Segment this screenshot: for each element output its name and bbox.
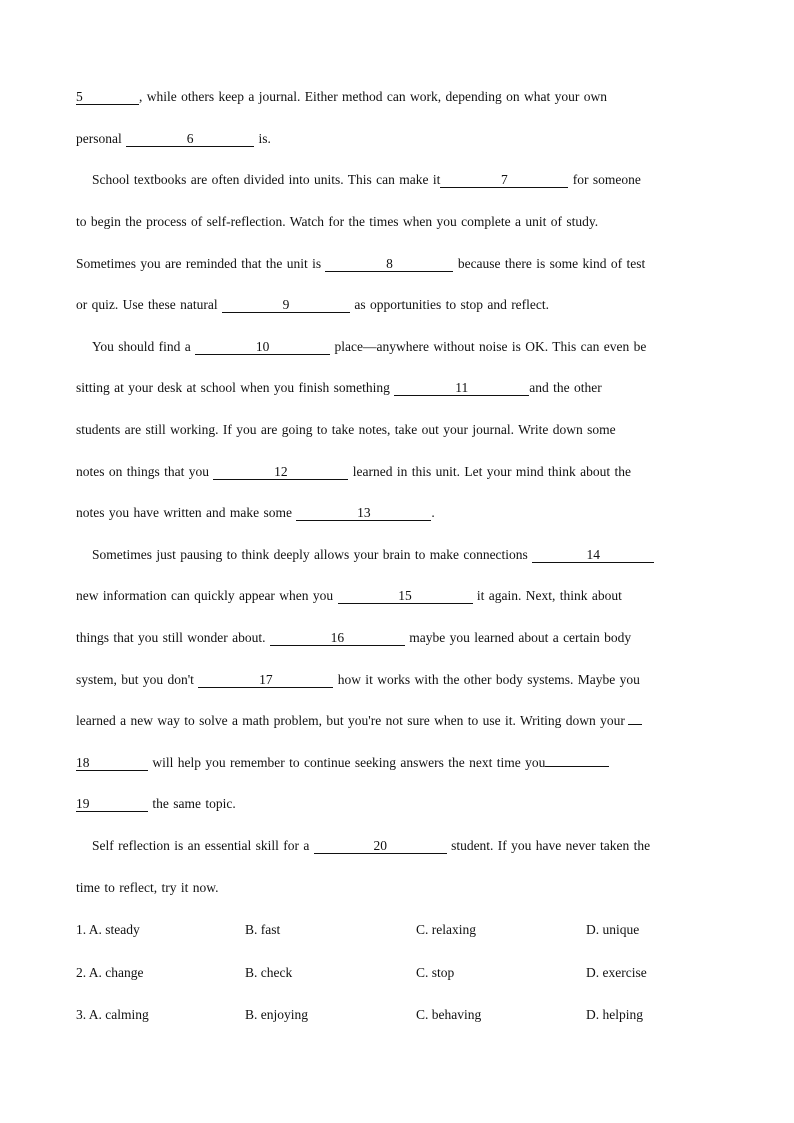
blank-20[interactable]: 20 — [314, 839, 447, 854]
passage-text: as opportunities to stop and reflect. — [349, 297, 550, 312]
passage-line — [76, 795, 721, 813]
blank-17[interactable]: 17 — [198, 673, 333, 688]
blank-11[interactable]: 11 — [394, 381, 529, 396]
paragraph-start — [76, 837, 721, 855]
option-2d[interactable]: D. exercise — [586, 965, 647, 980]
blank-6[interactable]: 6 — [126, 132, 254, 147]
passage-text: because there is some kind of test — [453, 256, 646, 271]
option-1b[interactable]: B. fast — [245, 922, 281, 937]
passage-text: how it works with the other body systems. Maybe you — [333, 672, 640, 687]
passage-text: for someone — [568, 172, 641, 187]
option-3a[interactable]: 3. A. calming — [76, 1007, 149, 1022]
passage-text: students are still working. If you are going to take notes, take out your journal. Write down some — [76, 422, 616, 437]
passage-text: notes you have written and make some — [76, 505, 297, 520]
passage-text: the same topic. — [148, 796, 236, 811]
blank-15[interactable]: 15 — [338, 589, 473, 604]
passage-text: . — [431, 505, 435, 520]
passage-text: student. If you have never taken the — [446, 838, 651, 853]
passage-text: School textbooks are often divided into units. This can make it — [92, 172, 441, 187]
blank-7[interactable]: 7 — [440, 173, 568, 188]
passage-text: it again. Next, think about — [472, 588, 622, 603]
blank-19-start — [545, 766, 609, 767]
passage-text: Sometimes you are reminded that the unit is — [76, 256, 326, 271]
option-1c[interactable]: C. relaxing — [416, 922, 476, 937]
passage-line — [76, 255, 721, 273]
option-2a[interactable]: 2. A. change — [76, 965, 144, 980]
passage-text: , while others keep a journal. Either method can work, depending on what your own — [139, 89, 608, 104]
passage-line — [76, 754, 721, 772]
passage-line — [76, 463, 721, 481]
passage-text: maybe you learned about a certain body — [404, 630, 632, 645]
blank-8[interactable]: 8 — [325, 257, 453, 272]
passage-line — [76, 88, 721, 106]
passage-text: things that you still wonder about. — [76, 630, 270, 645]
passage-text: or quiz. Use these natural — [76, 297, 222, 312]
passage-text: notes on things that you — [76, 464, 214, 479]
option-1a[interactable]: 1. A. steady — [76, 922, 140, 937]
passage-line — [76, 421, 721, 439]
passage-line — [76, 879, 721, 897]
passage-text: system, but you don't — [76, 672, 199, 687]
blank-18-start — [628, 724, 642, 725]
passage-line — [76, 130, 721, 148]
passage-text: Self reflection is an essential skill for a — [92, 838, 314, 853]
option-3c[interactable]: C. behaving — [416, 1007, 482, 1022]
passage-text: new information can quickly appear when you — [76, 588, 338, 603]
passage-text: Sometimes just pausing to think deeply allows your brain to make connections — [92, 547, 533, 562]
blank-12[interactable]: 12 — [213, 465, 348, 480]
passage-line — [76, 213, 721, 231]
blank-19[interactable]: 19 — [76, 797, 148, 812]
blank-5[interactable]: 5 — [76, 90, 139, 105]
passage-text: is. — [254, 131, 271, 146]
option-3b[interactable]: B. enjoying — [245, 1007, 308, 1022]
passage-text: place—anywhere without noise is OK. This can even be — [330, 339, 647, 354]
blank-18[interactable]: 18 — [76, 756, 148, 771]
paragraph-start — [76, 546, 721, 564]
passage-line — [76, 504, 721, 522]
passage-line — [76, 296, 721, 314]
passage-text: time to reflect, try it now. — [76, 880, 219, 895]
option-2b[interactable]: B. check — [245, 965, 293, 980]
option-1d[interactable]: D. unique — [586, 922, 640, 937]
passage-text: sitting at your desk at school when you finish something — [76, 380, 395, 395]
passage-text: learned a new way to solve a math problem, but you're not sure when to use it. Writing down your — [76, 713, 625, 728]
passage-line — [76, 671, 721, 689]
blank-13[interactable]: 13 — [296, 506, 431, 521]
passage-text: to begin the process of self-reflection. Watch for the times when you complete a unit of study. — [76, 214, 599, 229]
blank-16[interactable]: 16 — [270, 631, 405, 646]
passage-text: learned in this unit. Let your mind think about the — [348, 464, 631, 479]
option-2c[interactable]: C. stop — [416, 965, 455, 980]
passage-line — [76, 712, 721, 730]
passage-text: and the other — [529, 380, 602, 395]
blank-14[interactable]: 14 — [532, 548, 654, 563]
passage-line — [76, 379, 721, 397]
passage-text: will help you remember to continue seeking answers the next time you — [148, 755, 546, 770]
passage-text: personal — [76, 131, 127, 146]
passage-line — [76, 587, 721, 605]
option-3d[interactable]: D. helping — [586, 1007, 643, 1022]
blank-9[interactable]: 9 — [222, 298, 350, 313]
passage-text: You should find a — [92, 339, 196, 354]
paragraph-start — [76, 338, 721, 356]
paragraph-start — [76, 171, 721, 189]
passage-line — [76, 629, 721, 647]
blank-10[interactable]: 10 — [195, 340, 330, 355]
